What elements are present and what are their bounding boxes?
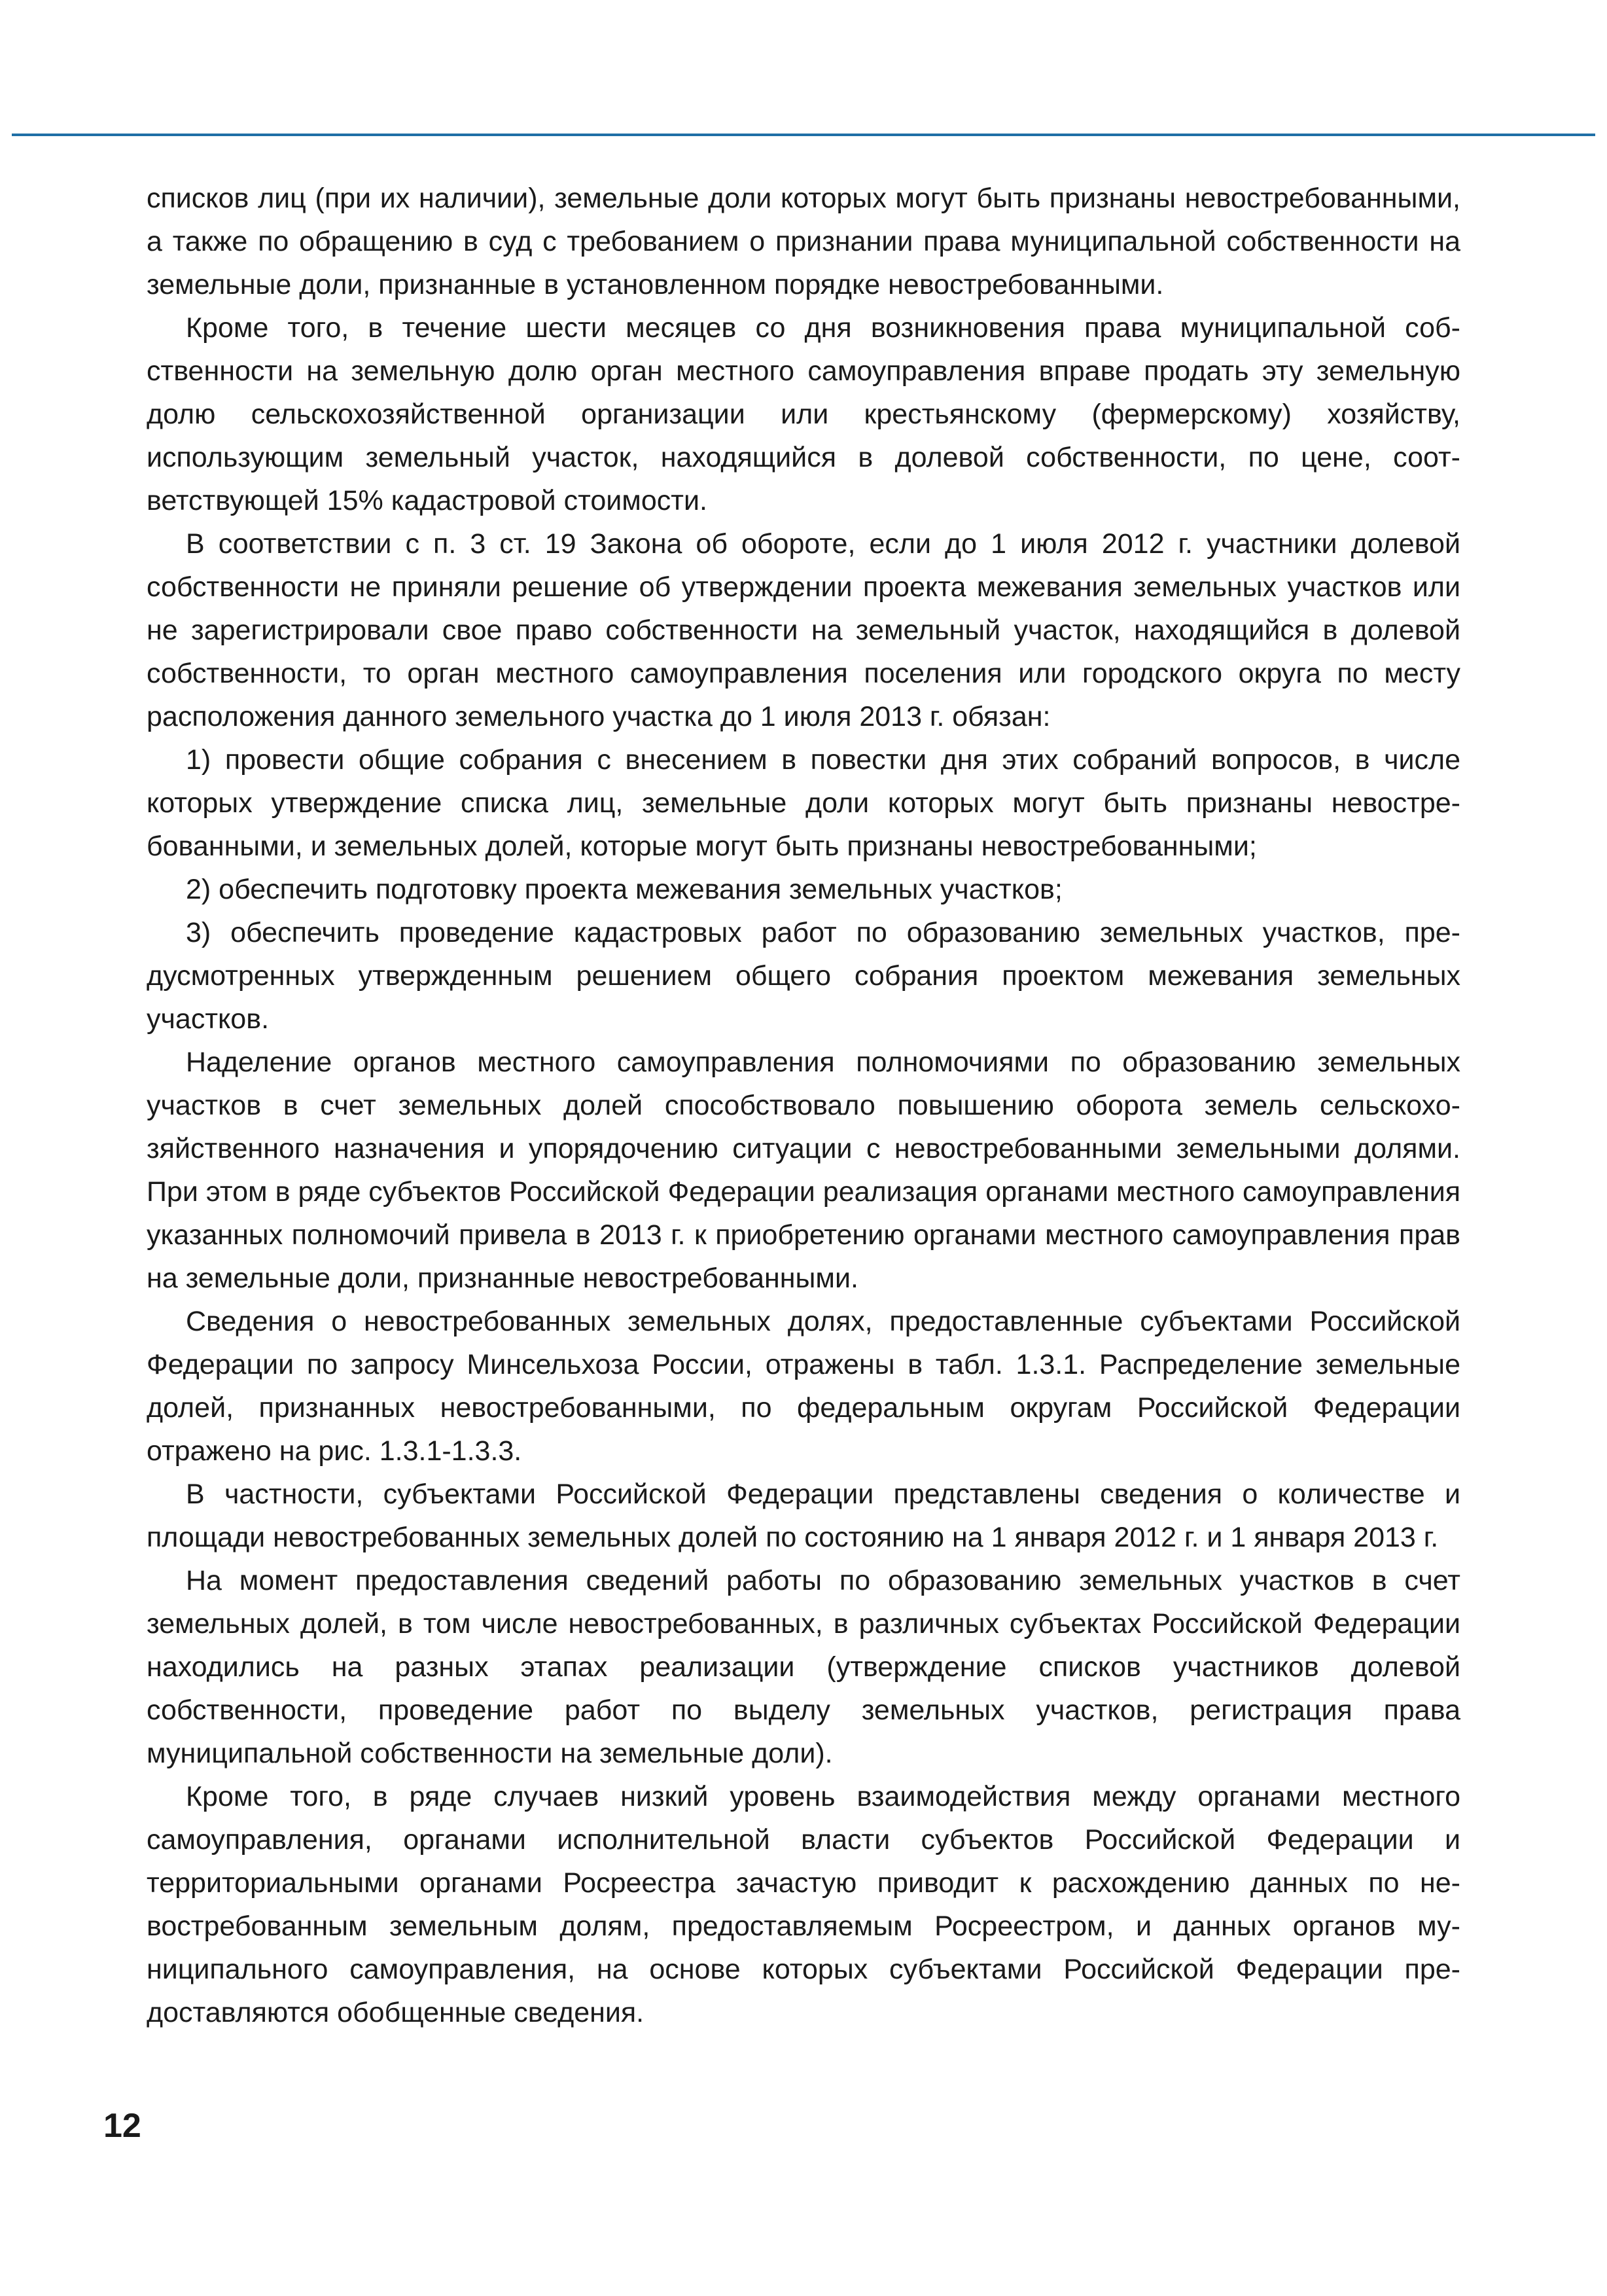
paragraph-2: Кроме того, в течение шести месяцев со дня возникновения права муниципальной собственности на земельную долю орган местного самоуправления вправе продать эту земельную долю сельскохозяйственной организации или крестьянскому (фермерскому) хозяйству, использующим земельный участок, находящийся в долевой собственности, по цене, соответствующей 15% кадастровой стоимости. — [147, 312, 1460, 516]
paragraph-4: Наделение органов местного самоуправления полномочиями по образованию земельных участков в счет земельных долей способствовало повышению оборота земель сельскохозяйственного назначения и упорядочению ситуации с невостребованными земельными долями. При этом в ряде субъектов Российской Федерации реализация органами местного самоуправления указанных полномочий привела в 2013 г. к приобретению органами местного самоуправления прав на земельные доли, признанные невостребованными. — [147, 1047, 1460, 1294]
header-rule — [12, 134, 1595, 136]
paragraph-1: списков лиц (при их наличии), земельные доли которых могут быть признаны невостребованными, а также по обращению в суд с требованием о признании права муниципальной собственности на земельные доли, признанные в установленном порядке невостребованными. — [147, 183, 1460, 300]
paragraph-7: На момент предоставления сведений работы по образованию земельных участков в счет земельных долей, в том числе невостребованных, в различных субъектах Российской Федерации находились на разных этапах реализации (утверждение списков участников долевой собственности, проведение работ по выделу земельных участков, регистрация права муниципальной собственности на земельные доли). — [147, 1565, 1460, 1769]
list-item-1: 1) провести общие собрания с внесением в повестки дня этих собраний вопросов, в числе которых утверждение списка лиц, земельные доли которых могут быть признаны невостребованными, и земельных долей, которые могут быть признаны невостребованными; — [147, 744, 1460, 862]
list-item-3: 3) обеспечить проведение кадастровых работ по образованию земельных участков, предусмотренных утвержденным решением общего собрания проектом межевания земельных участков. — [147, 917, 1460, 1035]
paragraph-5: Сведения о невостребованных земельных долях, предоставленные субъектами Российской Федерации по запросу Минсельхоза России, отражены в табл. 1.3.1. Распределение земельные долей, признанных невостребованными, по федеральным округам Российской Федерации отражено на рис. 1.3.1-1.3.3. — [147, 1306, 1460, 1467]
page-number: 12 — [103, 2107, 141, 2145]
paragraph-8: Кроме того, в ряде случаев низкий уровень взаимодействия между органами местного самоуправления, органами исполнительной власти субъектов Российской Федерации и территориальными органами Росреестра зачастую приводит к расхождению данных по невостребованным земельным долям, предоставляемым Росреестром, и данных органов муниципального самоуправления, на основе которых субъектами Российской Федерации предоставляются обобщенные сведения. — [147, 1781, 1460, 2028]
paragraph-3: В соответствии с п. 3 ст. 19 Закона об обороте, если до 1 июля 2012 г. участники долевой собственности не приняли решение об утверждении проекта межевания земельных участков или не зарегистрировали свое право собственности на земельный участок, находящийся в долевой собственности, то орган местного самоуправления поселения или городского округа по месту расположения данного земельного участка до 1 июля 2013 г. обязан: — [147, 528, 1460, 732]
paragraph-6: В частности, субъектами Российской Федерации представлены сведения о количестве и площади невостребованных земельных долей по состоянию на 1 января 2012 г. и 1 января 2013 г. — [147, 1479, 1460, 1553]
list-item-2: 2) обеспечить подготовку проекта межевания земельных участков; — [186, 874, 1063, 905]
page-body — [147, 177, 1460, 2034]
